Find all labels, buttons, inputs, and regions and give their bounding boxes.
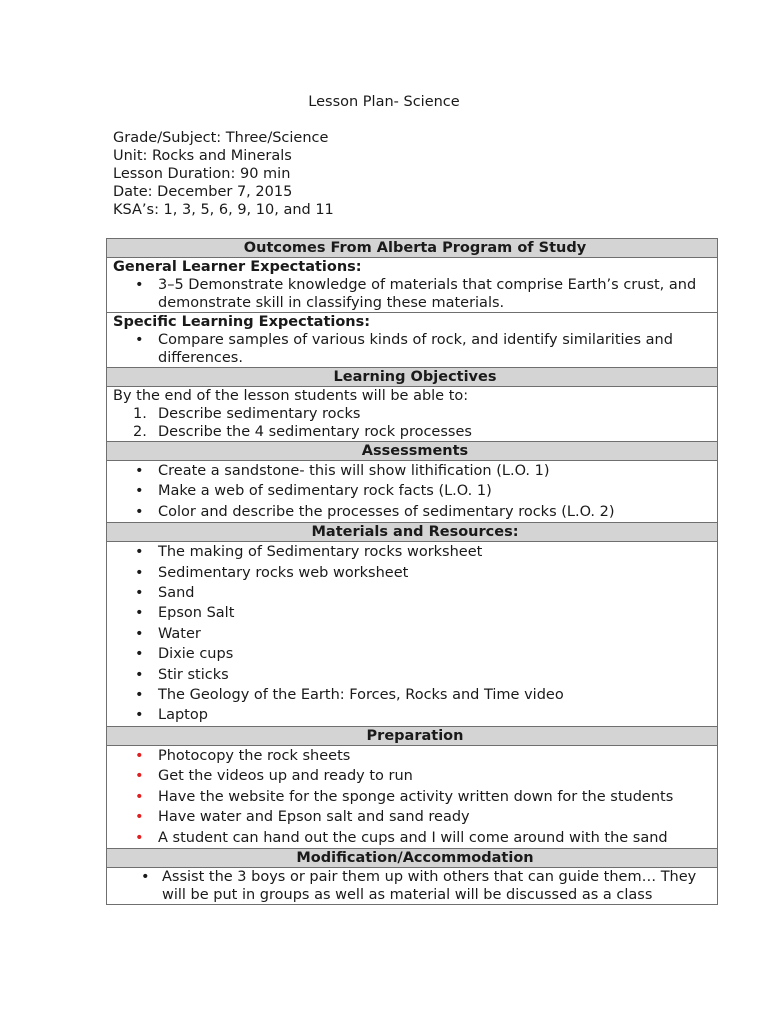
list-item: • Stir sticks: [113, 665, 717, 685]
objectives-list: [113, 405, 717, 441]
list-item: • The making of Sedimentary rocks worksheet: [113, 542, 717, 562]
general-expectations-list: [113, 276, 717, 312]
bullet-icon: •: [141, 868, 150, 885]
list-item: • Water: [113, 624, 717, 644]
bullet-icon: •: [135, 503, 144, 520]
materials-header: Materials and Resources:: [107, 523, 718, 542]
lesson-plan-table: [106, 238, 718, 905]
objectives-intro: By the end of the lesson students will be able to:: [113, 388, 469, 404]
list-item: • Assist the 3 boys or pair them up with others that can guide them… They will be put in groups as well as material will be discussed as a class: [141, 868, 697, 903]
bullet-icon: •: [135, 483, 144, 500]
list-item: 2. Describe the 4 sedimentary rock processes: [133, 424, 472, 440]
list-item: • A student can hand out the cups and I will come around with the sand: [113, 828, 717, 848]
materials-cell: [107, 542, 718, 727]
bullet-icon: •: [135, 687, 144, 704]
list-item: • Make a web of sedimentary rock facts (L.O. 1): [113, 481, 717, 501]
general-expectations-cell: [107, 258, 718, 313]
bullet-icon: •: [135, 564, 144, 581]
bullet-icon: •: [135, 809, 144, 826]
document-title: Lesson Plan- Science: [308, 94, 460, 110]
list-item: • Laptop: [113, 705, 717, 725]
list-item: • 3–5 Demonstrate knowledge of materials that comprise Earth’s crust, and demonstrate skill in classifying these materials.: [135, 277, 697, 311]
preparation-list: [113, 746, 717, 848]
objectives-cell: [107, 387, 718, 442]
specific-expectations-label: Specific Learning Expectations:: [113, 314, 371, 330]
bullet-icon: •: [135, 829, 144, 846]
list-item: • Have the website for the sponge activity written down for the students: [113, 787, 717, 807]
list-item: • Dixie cups: [113, 644, 717, 664]
bullet-icon: •: [135, 666, 144, 683]
list-item: • The Geology of the Earth: Forces, Rocks and Time video: [113, 685, 717, 705]
assessments-header: Assessments: [107, 442, 718, 461]
bullet-icon: •: [135, 747, 144, 764]
grade-subject: Grade/Subject: Three/Science: [113, 130, 329, 146]
list-item: • Sand: [113, 583, 717, 603]
objectives-header: Learning Objectives: [107, 368, 718, 387]
bullet-icon: •: [135, 332, 144, 348]
bullet-icon: •: [135, 768, 144, 785]
outcomes-header: Outcomes From Alberta Program of Study: [107, 239, 718, 258]
lesson-duration: Lesson Duration: 90 min: [113, 166, 291, 182]
preparation-cell: [107, 745, 718, 848]
modification-header: Modification/Accommodation: [107, 848, 718, 867]
list-item: 1. Describe sedimentary rocks: [133, 406, 361, 422]
bullet-icon: •: [135, 788, 144, 805]
bullet-icon: •: [135, 463, 144, 479]
ksas: KSA’s: 1, 3, 5, 6, 9, 10, and 11: [113, 202, 334, 218]
bullet-icon: •: [135, 646, 144, 663]
specific-expectations-list: [113, 331, 717, 367]
list-item: • Compare samples of various kinds of rock, and identify similarities and differences.: [135, 332, 673, 366]
assessments-list: [113, 461, 717, 522]
list-item: • Epson Salt: [113, 603, 717, 623]
list-item: • Get the videos up and ready to run: [113, 766, 717, 786]
list-item: • Color and describe the processes of sedimentary rocks (L.O. 2): [113, 502, 717, 522]
unit: Unit: Rocks and Minerals: [113, 148, 292, 164]
materials-list: [113, 542, 717, 726]
specific-expectations-cell: [107, 313, 718, 368]
modification-cell: [107, 867, 718, 904]
assessments-cell: [107, 461, 718, 523]
bullet-icon: •: [135, 585, 144, 602]
modification-list: [113, 868, 717, 904]
list-item: • Sedimentary rocks web worksheet: [113, 563, 717, 583]
general-expectations-label: General Learner Expectations:: [113, 259, 362, 275]
bullet-icon: •: [135, 544, 144, 561]
bullet-icon: •: [135, 707, 144, 724]
bullet-icon: •: [135, 605, 144, 622]
date: Date: December 7, 2015: [113, 184, 293, 200]
preparation-header: Preparation: [107, 726, 718, 745]
list-item: • Photocopy the rock sheets: [113, 746, 717, 766]
list-item: • Have water and Epson salt and sand ready: [113, 807, 717, 827]
bullet-icon: •: [135, 277, 144, 293]
bullet-icon: •: [135, 625, 144, 642]
lesson-info: [113, 129, 334, 219]
list-item: • Create a sandstone- this will show lithification (L.O. 1): [113, 461, 717, 481]
